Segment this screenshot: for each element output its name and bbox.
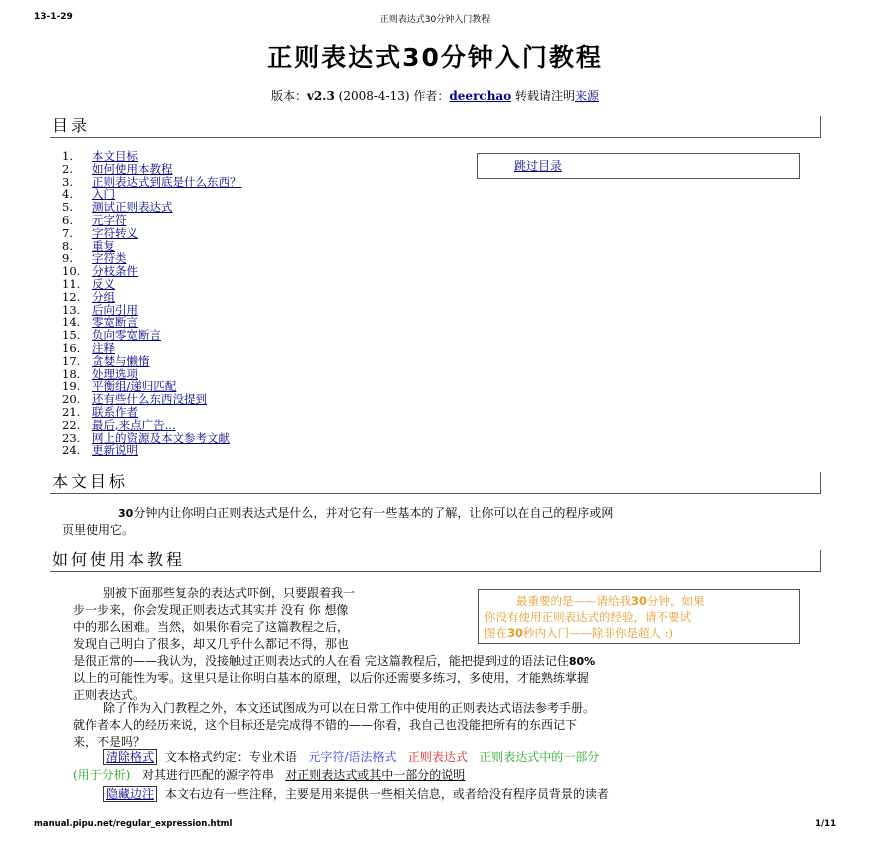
toc-number: 3. [62, 174, 73, 189]
print-url: manual.pipu.net/regular_expression.html [34, 819, 233, 829]
toc-link-backref[interactable]: 后向引用 [92, 302, 138, 317]
goal-text: 分钟内让你明白正则表达式是什么，并对它有一些基本的了解，让你可以在自己的程序或网 [133, 506, 614, 520]
toc-number: 12. [62, 289, 81, 304]
toc-number: 1. [62, 149, 73, 163]
version-prefix: 版本： [270, 89, 307, 103]
legend-regex-part-2: (用于分析) [73, 768, 131, 782]
toc-item [62, 201, 242, 214]
note-text: 图在 [484, 626, 507, 640]
legend-meta: 元字符/语法格式 [308, 750, 397, 764]
toc-link-negative-lookaround[interactable]: 负向零宽断言 [92, 328, 161, 343]
format-legend [73, 748, 813, 766]
toc-item [62, 176, 242, 189]
toc-link-what[interactable]: 正则表达式到底是什么东西？ [92, 174, 242, 189]
howto-heading: 如何使用本教程 [50, 550, 821, 572]
toc-number: 19. [62, 379, 81, 394]
toc-link-intro[interactable]: 入门 [92, 187, 115, 202]
hide-sidenotes-button[interactable]: 隐藏边注 [103, 786, 157, 802]
toc-number: 8. [62, 238, 73, 253]
toc-number: 7. [62, 225, 73, 240]
toc-list [62, 150, 242, 457]
toc-number: 13. [62, 302, 81, 317]
toc-item [62, 265, 242, 278]
toc-heading: 目录 [50, 116, 821, 138]
legend-regex-part: 正则表达式中的一部分 [479, 750, 600, 764]
toc-link-resources[interactable]: 网上的资源及本文参考文献 [92, 430, 230, 445]
toc-link-negation[interactable]: 反义 [92, 276, 115, 291]
page-number: 1/11 [815, 819, 836, 829]
skip-toc-link[interactable]: 跳过目录 [514, 159, 563, 173]
toc-item [62, 355, 242, 368]
toc-link-alternation[interactable]: 分枝条件 [92, 264, 138, 279]
sidenote-description: 本文右边有一些注释，主要是用来提供一些相关信息，或者给没有程序员背景的读者 [164, 787, 609, 801]
toc-item [62, 240, 242, 253]
toc-link-howto[interactable]: 如何使用本教程 [92, 161, 173, 176]
toc-link-ads[interactable]: 最后,来点广告... [92, 417, 176, 432]
toc-number: 20. [62, 392, 81, 407]
toc-number: 24. [62, 443, 81, 458]
toc-number: 2. [62, 161, 73, 176]
goal-heading: 本文目标 [50, 472, 821, 494]
legend-regex: 正则表达式 [407, 750, 468, 764]
legend-source: 对其进行匹配的源字符串 [141, 768, 274, 782]
print-date: 13-1-29 [34, 12, 73, 22]
toc-link-greedy[interactable]: 贪婪与懒惰 [92, 353, 150, 368]
toc-item [62, 252, 242, 265]
version-date: (2008-4-13) [338, 89, 410, 103]
source-link[interactable]: 来源 [575, 89, 600, 103]
howto-text: 来，不是吗？ [73, 735, 146, 749]
toc-link-changelog[interactable]: 更新说明 [92, 443, 138, 458]
note-text: 你没有使用正则表达式的经验，请不要试 [484, 610, 691, 624]
toc-number: 11. [62, 276, 81, 291]
howto-text: 别被下面那些复杂的表达式吓倒，只要跟着我一 [103, 586, 356, 600]
howto-text: 是很正常的——我认为，没接触过正则表达式的人在看 完这篇教程后，能把提到过的语法记住 [73, 654, 569, 668]
author-link[interactable]: deerchao [449, 89, 512, 103]
note-text: 最重要的是——请给我 [516, 594, 631, 608]
toc-link-goal[interactable]: 本文目标 [92, 149, 138, 163]
toc-number: 6. [62, 212, 73, 227]
howto-text: 中的那么困难。当然，如果你看完了这篇教程之后， [73, 620, 350, 634]
print-page-title: 正则表达式30分钟入门教程 [379, 15, 491, 25]
goal-text: 页里使用它。 [62, 523, 135, 537]
toc-item [62, 291, 242, 304]
toc-number: 15. [62, 328, 81, 343]
note-text: 分钟，如果 [647, 594, 705, 608]
toc-item [62, 432, 242, 445]
version-number: v2.3 [306, 89, 335, 103]
toc-link-test[interactable]: 测试正则表达式 [92, 200, 173, 215]
toc-number: 4. [62, 187, 73, 202]
toc-number: 16. [62, 340, 81, 355]
toc-link-escape[interactable]: 字符转义 [92, 225, 138, 240]
toc-link-metachar[interactable]: 元字符 [92, 212, 127, 227]
goal-paragraph [62, 505, 782, 539]
toc-number: 14. [62, 315, 81, 330]
sidenote-box [478, 589, 800, 644]
toc-number: 22. [62, 417, 81, 432]
print-header [34, 12, 836, 26]
toc-number: 9. [62, 251, 73, 266]
format-legend-2 [73, 766, 813, 784]
page-title: 正则表达式30分钟入门教程 [267, 43, 603, 72]
sidenote-toggle-line [73, 785, 813, 803]
toc-number: 18. [62, 366, 81, 381]
toc-link-contact[interactable]: 联系作者 [92, 404, 138, 419]
toc-link-balancing[interactable]: 平衡组/递归匹配 [92, 379, 177, 394]
note-text: 秒内入门——除非你是超人 :) [523, 626, 674, 640]
toc-item [62, 342, 242, 355]
print-footer [34, 819, 836, 831]
toc-item [62, 227, 242, 240]
note-number: 30 [631, 594, 648, 608]
toc-item [62, 329, 242, 342]
repost-note: 转载请注明 [515, 89, 576, 103]
toc-link-comments[interactable]: 注释 [92, 340, 115, 355]
toc-number: 23. [62, 430, 81, 445]
toc-link-lookaround[interactable]: 零宽断言 [92, 315, 138, 330]
toc-item [62, 304, 242, 317]
goal-number: 30 [118, 507, 134, 520]
toc-link-charclass[interactable]: 字符类 [92, 251, 127, 266]
howto-text: 除了作为入门教程之外，本文还试图成为可以在日常工作中使用的正则表达式语法参考手册。 [103, 701, 596, 715]
howto-text: 以上的可能性为零。这里只是让你明白基本的原理，以后你还需要多练习，多使用，才能熟练掌握 [73, 671, 590, 685]
toc-link-grouping[interactable]: 分组 [92, 289, 115, 304]
howto-text: 步一步来，你会发现正则表达式其实并 没有 你 想像 [73, 603, 349, 617]
howto-percent: 80% [568, 655, 596, 668]
toc-item [62, 214, 242, 227]
toc-link-repeat[interactable]: 重复 [92, 238, 115, 253]
clear-format-button[interactable]: 清除格式 [103, 749, 157, 765]
author-label: 作者： [413, 89, 450, 103]
toc-link-more[interactable]: 还有些什么东西没提到 [92, 392, 207, 407]
toc-item [62, 278, 242, 291]
toc-item [62, 393, 242, 406]
version-line [0, 87, 870, 104]
howto-text: 发现自己明白了很多，却又几乎什么都记不得，那也 [73, 637, 350, 651]
toc-number: 5. [62, 200, 73, 215]
skip-toc-box [477, 153, 800, 179]
legend-term: 专业术语 [248, 750, 297, 764]
toc-number: 17. [62, 353, 81, 368]
howto-paragraph-2 [73, 700, 793, 751]
howto-text: 正则表达式。 [73, 688, 146, 702]
toc-item [62, 444, 242, 457]
toc-link-options[interactable]: 处理选项 [92, 366, 138, 381]
legend-explain: 对正则表达式或其中一部分的说明 [285, 768, 466, 782]
legend-intro: 文本格式约定： [164, 750, 249, 764]
note-number: 30 [507, 626, 524, 640]
toc-number: 21. [62, 404, 81, 419]
howto-text: 就作者本人的经历来说，这个目标还是完成得不错的——你看，我自己也没能把所有的东西记下 [73, 718, 578, 732]
toc-number: 10. [62, 264, 81, 279]
